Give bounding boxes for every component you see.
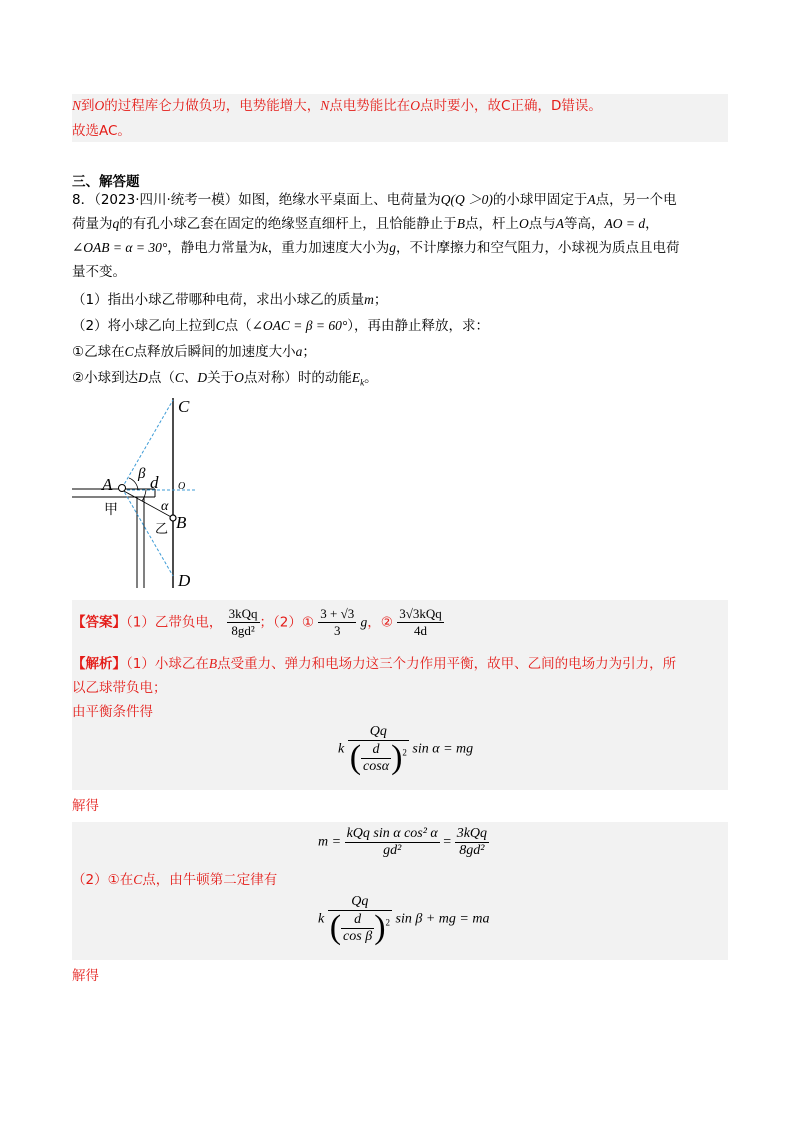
question-line-2: 荷量为q的有孔小球乙套在固定的绝缘竖直细杆上，且恰能静止于B点，杆上O点与A等高，AO = d，: [72, 216, 659, 232]
question-sub-1: ①乙球在C点释放后瞬间的加速度大小a；: [72, 344, 316, 360]
label-jia: 甲: [104, 502, 118, 518]
question-line-1: 8．（2023·四川·统考一模）如图，绝缘水平桌面上、电荷量为Q(Q ＞0)的小球甲固定于A点，另一个电: [72, 192, 677, 208]
question-part-1: （1）指出小球乙带哪种电荷，求出小球乙的质量m；: [72, 292, 388, 308]
previous-answer-line-1: N到O的过程库仑力做负功，电势能增大，N点电势能比在O点时要小，故C正确，D错误。: [72, 98, 602, 114]
line-AC: [122, 400, 173, 488]
question-sub-2: ②小球到达D点（C、D关于O点对称）时的动能$E_k$。: [72, 370, 378, 388]
label-B: B: [176, 513, 187, 532]
analysis-line-3: 由平衡条件得: [72, 704, 153, 720]
label-D: D: [178, 571, 191, 590]
label-O: O: [178, 481, 186, 492]
label-d: d: [150, 473, 159, 492]
answer-fraction-3: $\frac{\text{3√3kQq}}{4d}$: [399, 606, 442, 638]
analysis-jiede-2: 解得: [72, 968, 99, 984]
label-A: A: [102, 475, 113, 494]
label-yi: 乙: [155, 522, 169, 537]
answer-fraction-1: $\frac{\text{3kQq}}{\text{8gd²}}$: [228, 606, 258, 638]
answer-line: 【答案】（1）乙带负电， $\frac{\text{3kQq}}{\text{8gd²}}$ ；（2）① $\frac{3 + √3}{3}$ g，② $\frac{\text{3√3kQq}}{4d}$: [72, 606, 442, 638]
section-title: 三、解答题: [72, 174, 140, 190]
label-beta: β: [138, 466, 146, 482]
analysis-line-1: 【解析】（1）小球乙在B点受重力、弹力和电场力这三个力作用平衡，故甲、乙间的电场力为引力，所: [72, 656, 677, 672]
analysis-line-2: 以乙球带负电；: [72, 680, 167, 696]
answer-fraction-2: $\frac{3 + √3}{3}$: [320, 606, 355, 638]
label-alpha: α: [161, 499, 169, 514]
previous-answer-line-2: 故选AC。: [72, 123, 131, 139]
question-line-4: 量不变。: [72, 264, 126, 280]
equation-newton: k Qq ( $\frac{d}{\text{cos β}}$ )$^2$ sin β + mg = ma: [318, 894, 490, 946]
equation-equilibrium: k Qq ( $\frac{d}{\cos\alpha}$ )$^2$ sin α = mg: [338, 724, 474, 776]
analysis-part-2: （2）①在C点，由牛顿第二定律有: [72, 872, 278, 888]
question-part-2: （2）将小球乙向上拉到C点（∠OAC = β = 60°），再由静止释放，求：: [72, 318, 490, 334]
label-C: C: [178, 397, 190, 416]
question-line-3: ∠OAB = α = 30°，静电力常量为k，重力加速度大小为g，不计摩擦力和空气阻力，小球视为质点且电荷: [72, 240, 680, 256]
equation-mass: m = $\frac{\text{kQq sin α cos² α}}{\text{gd²}}$ = $\frac{\text{3kQq}}{\text{8gd²}}$: [318, 826, 488, 858]
ball-A: [119, 485, 126, 492]
analysis-jiede-1: 解得: [72, 798, 99, 814]
physics-diagram: [60, 390, 240, 595]
angle-beta-arc: [129, 478, 138, 490]
